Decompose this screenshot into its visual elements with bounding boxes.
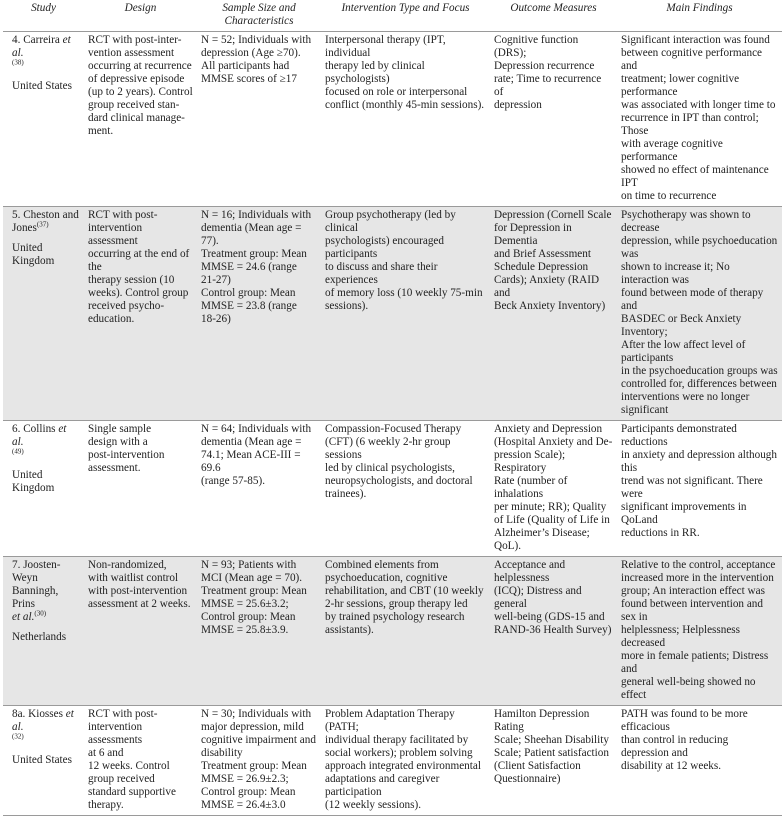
studies-table <box>3 0 782 816</box>
study-ref: (49) <box>12 447 24 456</box>
intervention-cell: Interpersonal therapy (IPT, individual therapy led by clinical psychologists) focused on role or interpersonal conflict (monthly 45-min sessions). <box>321 32 490 207</box>
table-header-row <box>3 0 782 32</box>
table-row <box>3 207 782 421</box>
table-row <box>3 421 782 557</box>
findings-cell: Significant interaction was found between cognitive performance and treatment; lower cognitive performance was associated with longer time to recurrence in IPT than control; Those with average cognitive performance showed no effect of maintenance IPT on time to recurrence <box>617 32 782 207</box>
sample-cell: N = 30; Individuals with major depression, mild cognitive impairment and disability Treatment group: Mean MMSE = 26.9±2.3; Control group: Mean MMSE = 26.4±3.0 <box>197 706 321 816</box>
study-country: United Kingdom <box>12 242 55 267</box>
sample-cell: N = 64; Individuals with dementia (Mean age = 74.1; Mean ACE-III = 69.6 (range 57-85). <box>197 421 321 557</box>
study-cell <box>3 32 84 207</box>
study-etal: et al. <box>12 34 71 59</box>
intervention-cell: Problem Adaptation Therapy (PATH; individual therapy facilitated by social workers); problem solving approach integrated environmental adaptations and caregiver participation (12 weekly sessions). <box>321 706 490 816</box>
outcomes-cell: Depression (Cornell Scale for Depression in Dementia and Brief Assessment Schedule Depression Cards); Anxiety (RAID and Beck Anxiety Inventory) <box>490 207 617 421</box>
header-study: Study <box>3 0 84 32</box>
study-etal: et al. <box>12 611 35 623</box>
study-name: 7. Joosten-Weyn Banningh, Prins <box>12 559 61 610</box>
design-cell: RCT with post- intervention assessment occurring at the end of the therapy session (10 weeks). Control group received psycho- education. <box>84 207 197 421</box>
findings-cell: Participants demonstrated reductions in anxiety and depression although this trend was not significant. There were significant improvements in QoLand reductions in RR. <box>617 421 782 557</box>
header-design: Design <box>84 0 197 32</box>
design-cell: Non-randomized, with waitlist control with post-intervention assessment at 2 weeks. <box>84 557 197 706</box>
header-intervention: Intervention Type and Focus <box>321 0 490 32</box>
sample-cell: N = 93; Patients with MCI (Mean age = 70). Treatment group: Mean MMSE = 25.6±3.2; Control group: Mean MMSE = 25.8±3.9. <box>197 557 321 706</box>
findings-cell: Psychotherapy was shown to decrease depression, while psychoeducation was shown to increase it; No interaction was found between mode of therapy and BASDEC or Beck Anxiety Inventory; After the low affect level of participants in the psychoeducation groups was controlled for, differences between interventions were no longer significant <box>617 207 782 421</box>
sample-cell: N = 16; Individuals with dementia (Mean age = 77). Treatment group: Mean MMSE = 24.6 (range 21-27) Control group: Mean MMSE = 23.8 (range 18-26) <box>197 207 321 421</box>
sample-cell: N = 52; Individuals with depression (Age ≥70). All participants had MMSE scores of ≥17 <box>197 32 321 207</box>
header-findings: Main Findings <box>617 0 782 32</box>
study-name: 6. Collins <box>12 423 59 435</box>
intervention-cell: Combined elements from psychoeducation, cognitive rehabilitation, and CBT (10 weekly 2-hr sessions, group therapy led by trained psychology research assistants). <box>321 557 490 706</box>
design-cell: RCT with post-inter- vention assessment occurring at recurrence of depressive episode (up to 2 years). Control group received stan- dard clinical manage- ment. <box>84 32 197 207</box>
study-name: 4. Carreira <box>12 34 63 46</box>
header-sample: Sample Size and Characteristics <box>197 0 321 32</box>
design-cell: Single sample design with a post-intervention assessment. <box>84 421 197 557</box>
study-ref: (32) <box>12 732 24 741</box>
study-cell <box>3 557 84 706</box>
study-country: United States <box>12 80 72 92</box>
table-row <box>3 32 782 207</box>
study-country: United Kingdom <box>12 469 55 494</box>
outcomes-cell: Anxiety and Depression (Hospital Anxiety and De- pression Scale); Respiratory Rate (number of inhalations per minute; RR); Quality of Life (Quality of Life in Alzheimer’s Disease; QoL). <box>490 421 617 557</box>
table-row <box>3 557 782 706</box>
study-country: United States <box>12 754 72 766</box>
study-name: 8a. Kiosses <box>12 708 66 720</box>
study-cell <box>3 421 84 557</box>
findings-cell: Relative to the control, acceptance increased more in the intervention group; An interaction effect was found between intervention and sex in helplessness; Helplessness decreased more in female patients; Distress and general well-being showed no effect <box>617 557 782 706</box>
study-ref: (30) <box>34 609 47 618</box>
study-name: 5. Cheston and Jones <box>12 209 79 234</box>
study-ref: (38) <box>12 58 24 67</box>
intervention-cell: Group psychotherapy (led by clinical psychologists) encouraged participants to discuss and share their experiences of memory loss (10 weekly 75-min sessions). <box>321 207 490 421</box>
study-cell <box>3 207 84 421</box>
study-country: Netherlands <box>12 631 67 643</box>
findings-cell: PATH was found to be more efficacious than control in reducing depression and disability at 12 weeks. <box>617 706 782 816</box>
study-etal: et al. <box>12 423 67 448</box>
study-ref: (37) <box>36 220 49 229</box>
outcomes-cell: Hamilton Depression Rating Scale; Sheehan Disability Scale; Patient satisfaction (Client Satisfaction Questionnaire) <box>490 706 617 816</box>
outcomes-cell: Acceptance and helplessness (ICQ); Distress and general well-being (GDS-15 and RAND-36 Health Survey) <box>490 557 617 706</box>
outcomes-cell: Cognitive function (DRS); Depression recurrence rate; Time to recurrence of depression <box>490 32 617 207</box>
study-etal: et al. <box>12 708 74 733</box>
header-outcomes: Outcome Measures <box>490 0 617 32</box>
table-row <box>3 706 782 816</box>
intervention-cell: Compassion-Focused Therapy (CFT) (6 weekly 2-hr group sessions led by clinical psychologists, neuropsychologists, and doctoral trainees). <box>321 421 490 557</box>
study-cell <box>3 706 84 816</box>
design-cell: RCT with post- intervention assessments at 6 and 12 weeks. Control group received standard supportive therapy. <box>84 706 197 816</box>
